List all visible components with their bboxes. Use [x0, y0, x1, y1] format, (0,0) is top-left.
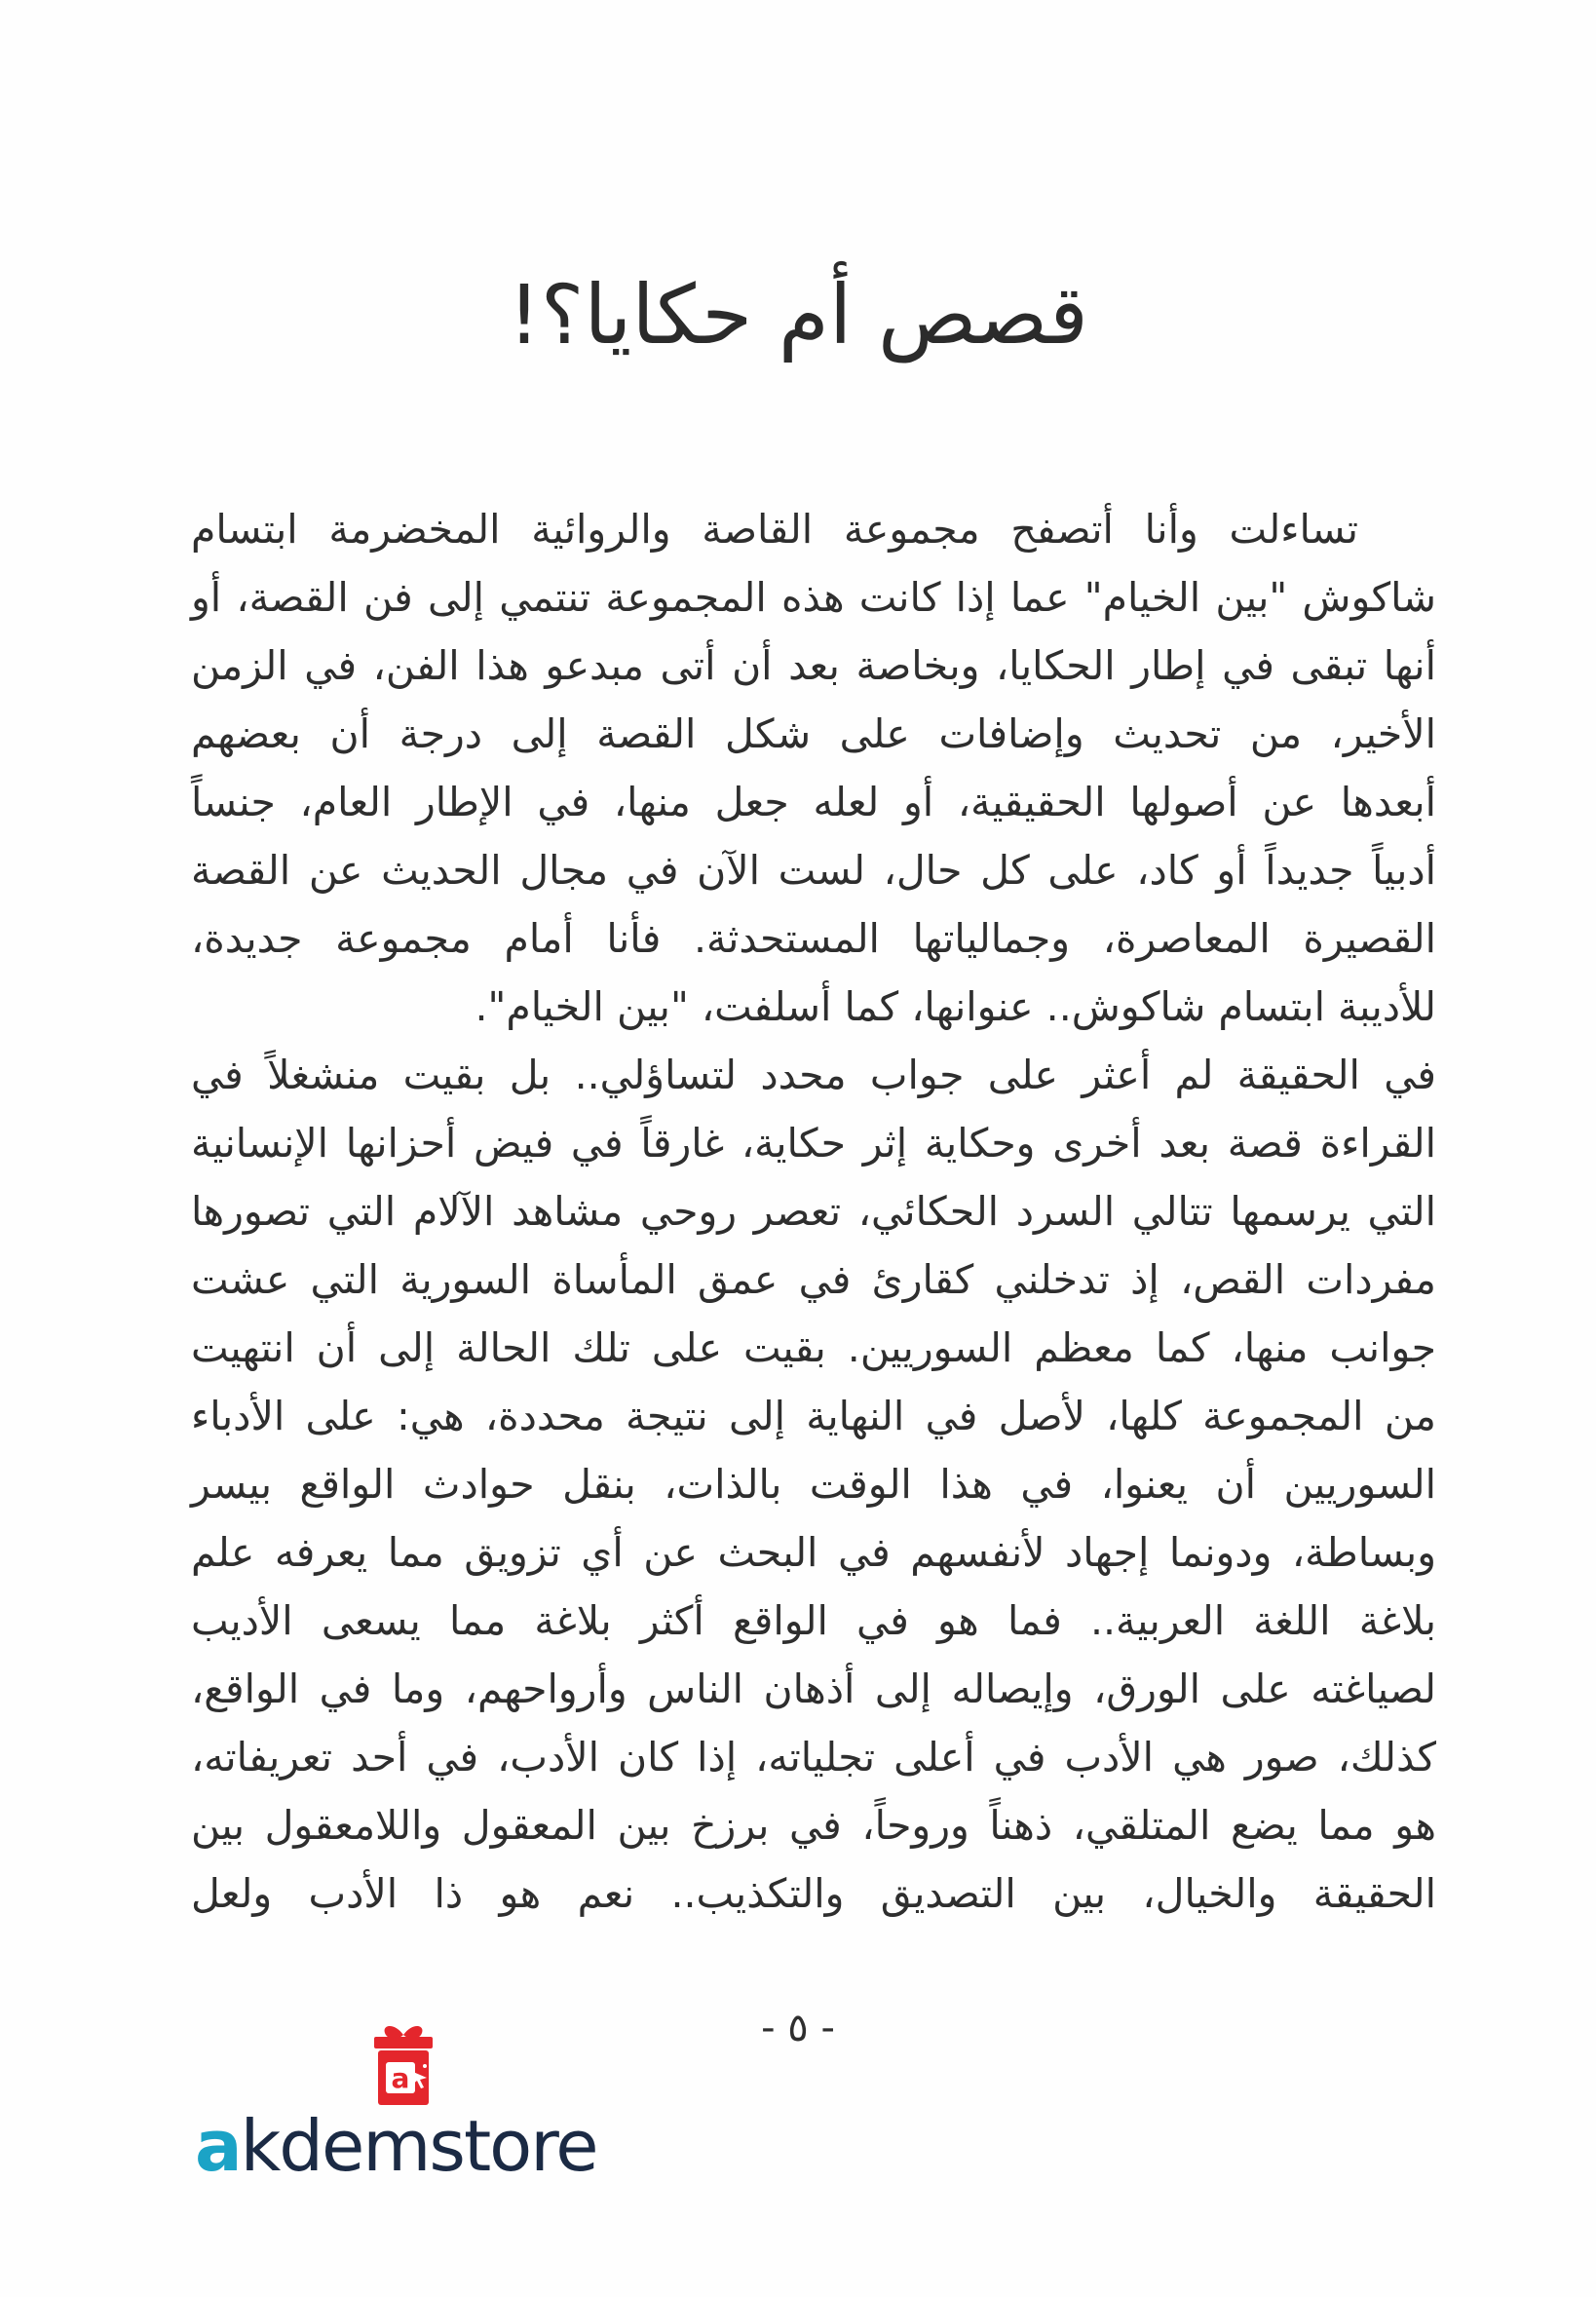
text-line: مفردات القص، إذ تدخلني كقارئ في عمق المأساة السورية التي عشت — [191, 1256, 1436, 1303]
text-line: شاكوش "بين الخيام" عما إذا كانت هذه المجموعة تنتمي إلى فن القصة، أو — [191, 574, 1436, 621]
text-line: الحقيقة والخيال، بين التصديق والتكذيب.. نعم هو ذا الأدب ولعل — [191, 1870, 1436, 1917]
text-line: في الحقيقة لم أعثر على جواب محدد لتساؤلي.. بل بقيت منشغلاً في — [191, 1052, 1436, 1098]
logo-wordmark — [195, 2107, 597, 2185]
text-line: للأديبة ابتسام شاكوش.. عنوانها، كما أسلفت، "بين الخيام". — [475, 983, 1436, 1030]
text-line: أنها تبقى في إطار الحكايا، وبخاصة بعد أن أتى مبدعو هذا الفن، في الزمن — [191, 642, 1436, 689]
text-line: بلاغة اللغة العربية.. فما هو في الواقع أكثر بلاغة مما يسعى الأديب — [191, 1597, 1436, 1644]
page-number: - ٥ - — [761, 2006, 835, 2050]
chapter-title: قصص أم حكايا؟! — [508, 267, 1088, 363]
text-line: هو مما يضع المتلقي، ذهناً وروحاً، في برزخ بين المعقول واللامعقول بين — [191, 1802, 1436, 1849]
text-line: الأخير، من تحديث وإضافات على شكل القصة إلى درجة أن بعضهم — [191, 710, 1436, 757]
text-line: القراءة قصة بعد أخرى وحكاية إثر حكاية، غارقاً في فيض أحزانها الإنسانية — [191, 1120, 1436, 1167]
body-text — [191, 495, 1436, 1928]
gift-book-icon — [357, 2017, 450, 2111]
text-line: أبعدها عن أصولها الحقيقية، أو لعله جعل منها، في الإطار العام، جنساً — [191, 779, 1436, 825]
text-line: كذلك، صور هي الأدب في أعلى تجلياته، إذا كان الأدب، في أحد تعريفاته، — [191, 1734, 1436, 1780]
logo-word: kdemstore — [240, 2105, 597, 2187]
akdemstore-logo — [195, 2017, 614, 2187]
text-line: التي يرسمها تتالي السرد الحكائي، تعصر روحي مشاهد الآلام التي تصورها — [191, 1188, 1436, 1235]
text-line: من المجموعة كلها، لأصل في النهاية إلى نتيجة محددة، هي: على الأدباء — [191, 1393, 1436, 1439]
text-line: السوريين أن يعنوا، في هذا الوقت بالذات، بنقل حوادث الواقع بيسر — [191, 1461, 1436, 1508]
logo-letter-a: a — [195, 2105, 241, 2187]
text-line: لصياغته على الورق، وإيصاله إلى أذهان الناس وأرواحهم، وما في الواقع، — [191, 1665, 1436, 1712]
svg-text:a: a — [391, 2062, 410, 2094]
text-line: أدبياً جديداً أو كاد، على كل حال، لست الآن في مجال الحديث عن القصة — [191, 847, 1436, 894]
text-line: القصيرة المعاصرة، وجمالياتها المستحدثة. فأنا أمام مجموعة جديدة، — [191, 915, 1436, 962]
text-line: وبساطة، ودونما إجهاد لأنفسهم في البحث عن أي تزويق مما يعرفه علم — [191, 1529, 1436, 1576]
text-line: تساءلت وأنا أتصفح مجموعة القاصة والروائية المخضرمة ابتسام — [191, 506, 1358, 553]
text-line: جوانب منها، كما معظم السوريين. بقيت على تلك الحالة إلى أن انتهيت — [191, 1324, 1436, 1371]
